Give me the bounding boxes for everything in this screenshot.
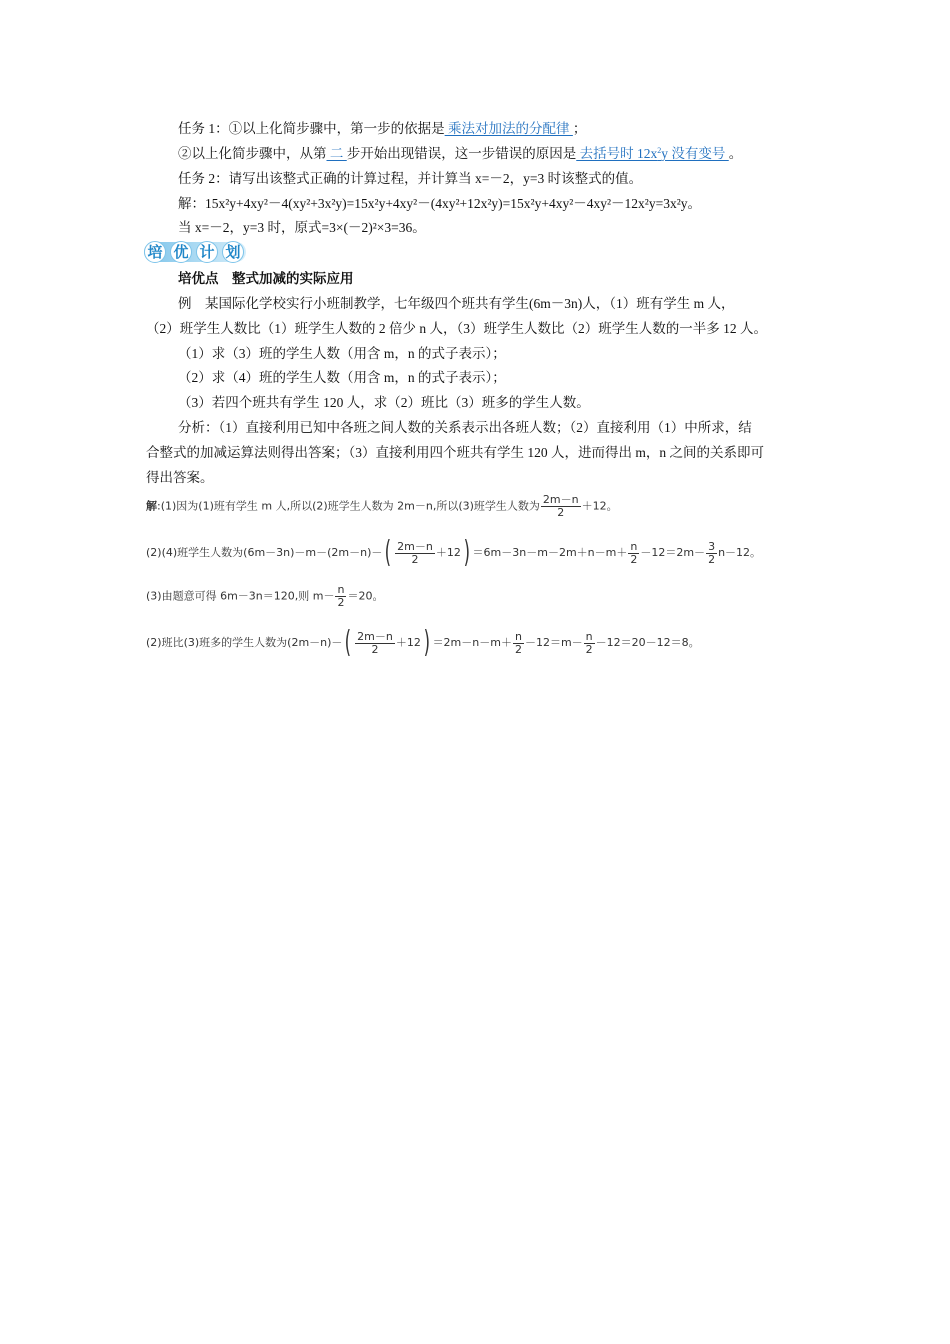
example-question-2: （2）求（4）班的学生人数（用含 m，n 的式子表示）； [178,370,506,385]
solution-label: 解 [146,499,157,513]
fraction-denominator: 2 [337,596,345,609]
example-question-1: （1）求（3）班的学生人数（用含 m，n 的式子表示）； [178,346,506,361]
task1-answer-reason-a: 去括号时 12x [576,146,658,161]
fraction-denominator: 2 [371,642,379,656]
fraction [395,541,435,566]
banner-char-1: 培 [144,241,166,263]
fraction [541,494,581,519]
banner-char-4: 划 [222,241,244,263]
fraction-numerator: 2m－n [397,539,433,553]
fraction [355,631,395,656]
task1-line1-suffix: ； [572,121,587,136]
task1-line1 [178,120,586,138]
fraction-numerator: 2m－n [542,493,579,506]
banner-char-2: 优 [170,241,192,263]
fraction [584,631,595,656]
example-line1: 例 某国际化学校实行小班制教学，七年级四个班共有学生(6m－3n)人，（1）班有学生 m 人， [178,296,735,311]
solution-line4-rest2: －12＝m－ [524,636,583,649]
right-paren: ) [463,535,470,570]
banner-char-3: 计 [196,241,218,263]
solution-line4-end: －12＝20－12＝8。 [595,636,700,649]
task2-evaluation: 当 x=－2，y=3 时，原式=3×(－2)²×3=36。 [178,220,426,235]
task1-line2-mid: 步开始出现错误，这一步错误的原因是 [346,146,577,161]
fraction-denominator: 2 [411,552,419,566]
fraction-denominator: 2 [585,642,593,656]
solution-line3-end: ＝20。 [347,589,384,603]
solution-line1-text: :(1)因为(1)班有学生 m 人,所以(2)班学生人数为 2m－n,所以(3)班学生人数为 [157,499,540,513]
fraction [706,541,717,566]
solution-line4 [146,625,700,660]
analysis-line1: 分析：（1）直接利用已知中各班之间人数的关系表示出各班人数；（2）直接利用（1）中所求，结 [178,420,752,435]
fraction-numerator: 3 [708,539,716,553]
fraction [513,631,524,656]
fraction-denominator: 2 [557,506,565,519]
task1-answer-reason: 去括号时 $12x^2y$ 没有变号 [576,146,729,161]
section-banner [144,241,248,263]
solution-line4-inner: ＋12 [395,636,421,649]
task1-answer-reason-b: y 没有变号 [661,146,729,161]
fraction-numerator: n [630,539,638,553]
task2-solution: 解：15x²y+4xy²－4(xy²+3x²y)=15x²y+4xy²－(4xy²+12x²y)=15x²y+4xy²－4xy²－12x²y=3x²y。 [178,196,702,211]
example-question-3: （3）若四个班共有学生 120 人，求（2）班比（3）班多的学生人数。 [178,395,590,410]
solution-line1-tail: ＋12。 [581,499,618,513]
solution-line2-rest2: －12＝2m－ [640,546,706,559]
left-paren: ( [385,535,392,570]
solution-line3-head: (3)由题意可得 6m－3n＝120,则 m－ [146,589,335,603]
solution-line2-end: n－12。 [718,546,762,559]
solution-line3 [146,584,383,609]
fraction-numerator: n [514,629,522,643]
left-paren: ( [345,625,352,660]
solution-line2-inner: ＋12 [435,546,461,559]
solution-line4-head: (2)班比(3)班多的学生人数为(2m－n)－ [146,636,343,649]
solution-line2-head: (2)(4)班学生人数为(6m－3n)－m－(2m－n)－ [146,546,383,559]
task1-line2-prefix: ②以上化简步骤中，从第 [178,146,327,161]
analysis-line2: 合整式的加减运算法则得出答案；（3）直接利用四个班共有学生 120 人，进而得出 m，n 之间的关系即可 [146,445,764,460]
solution-line2-rest: ＝6m－3n－m－2m＋n－m＋ [472,546,628,559]
task1-answer-step: 二 [326,146,347,161]
analysis-line3: 得出答案。 [146,470,214,485]
task2-question: 任务 2：请写出该整式正确的计算过程，并计算当 x=－2，y=3 时该整式的值。 [178,171,643,186]
fraction-numerator: n [337,583,345,596]
solution-line4-rest: ＝2m－n－m＋ [432,636,512,649]
fraction-denominator: 2 [708,552,716,566]
solution-line1 [146,494,618,519]
task1-answer-distributive-law: 乘法对加法的分配律 [444,121,573,136]
section-title: 培优点 整式加减的实际应用 [178,271,354,286]
task1-line2 [178,145,742,163]
fraction [628,541,639,566]
fraction-numerator: 2m－n [357,629,393,643]
example-line2: （2）班学生人数比（1）班学生人数的 2 倍少 n 人，（3）班学生人数比（2）班学生人数的一半多 12 人。 [146,321,767,336]
fraction-denominator: 2 [630,552,638,566]
task1-line2-suffix: 。 [728,146,743,161]
fraction-denominator: 2 [514,642,522,656]
right-paren: ) [423,625,430,660]
fraction [335,584,346,609]
solution-line2 [146,535,762,570]
task1-line1-prefix: 任务 1：①以上化简步骤中，第一步的依据是 [178,121,445,136]
fraction-numerator: n [585,629,593,643]
